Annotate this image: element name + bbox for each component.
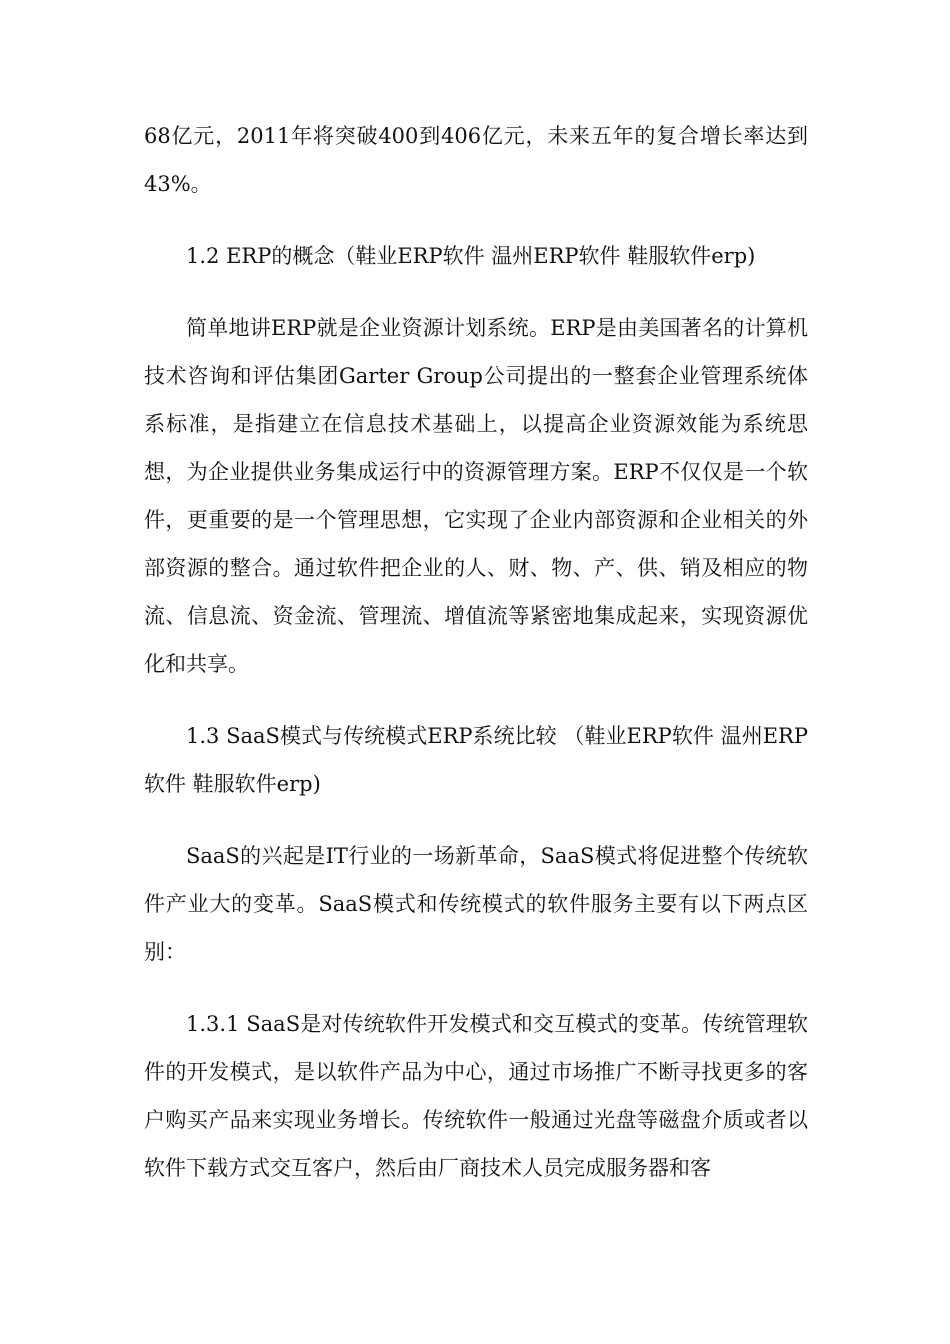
document-body xyxy=(144,112,808,1216)
section-heading-1-2: 1.2 ERP的概念（鞋业ERP软件 温州ERP软件 鞋服软件erp) xyxy=(186,244,756,268)
paragraph-market-growth: 68亿元，2011年将突破400到406亿元，未来五年的复合增长率达到43%。 xyxy=(144,124,808,196)
paragraph-erp-concept: 简单地讲ERP就是企业资源计划系统。ERP是由美国著名的计算机技术咨询和评估集团Garter Group公司提出的一整套企业管理系统体系标准，是指建立在信息技术基础上，以提高企业资源效能为系统思想，为企业提供业务集成运行中的资源管理方案。ERP不仅仅是一个软件，更重要的是一个管理思想，它实现了企业内部资源和企业相关的外部资源的整合。通过软件把企业的人、财、物、产、供、销及相应的物流、信息流、资金流、管理流、增值流等紧密地集成起来，实现资源优化和共享。 xyxy=(144,316,808,676)
paragraph-1-3-1: 1.3.1 SaaS是对传统软件开发模式和交互模式的变革。传统管理软件的开发模式，是以软件产品为中心，通过市场推广不断寻找更多的客户购买产品来实现业务增长。传统软件一般通过光盘等磁盘介质或者以软件下载方式交互客户，然后由厂商技术人员完成服务器和客 xyxy=(144,1012,808,1180)
section-heading-1-3: 1.3 SaaS模式与传统模式ERP系统比较 （鞋业ERP软件 温州ERP软件 鞋服软件erp) xyxy=(144,724,808,796)
paragraph-saas-intro: SaaS的兴起是IT行业的一场新革命，SaaS模式将促进整个传统软件产业大的变革。SaaS模式和传统模式的软件服务主要有以下两点区别： xyxy=(144,844,808,964)
